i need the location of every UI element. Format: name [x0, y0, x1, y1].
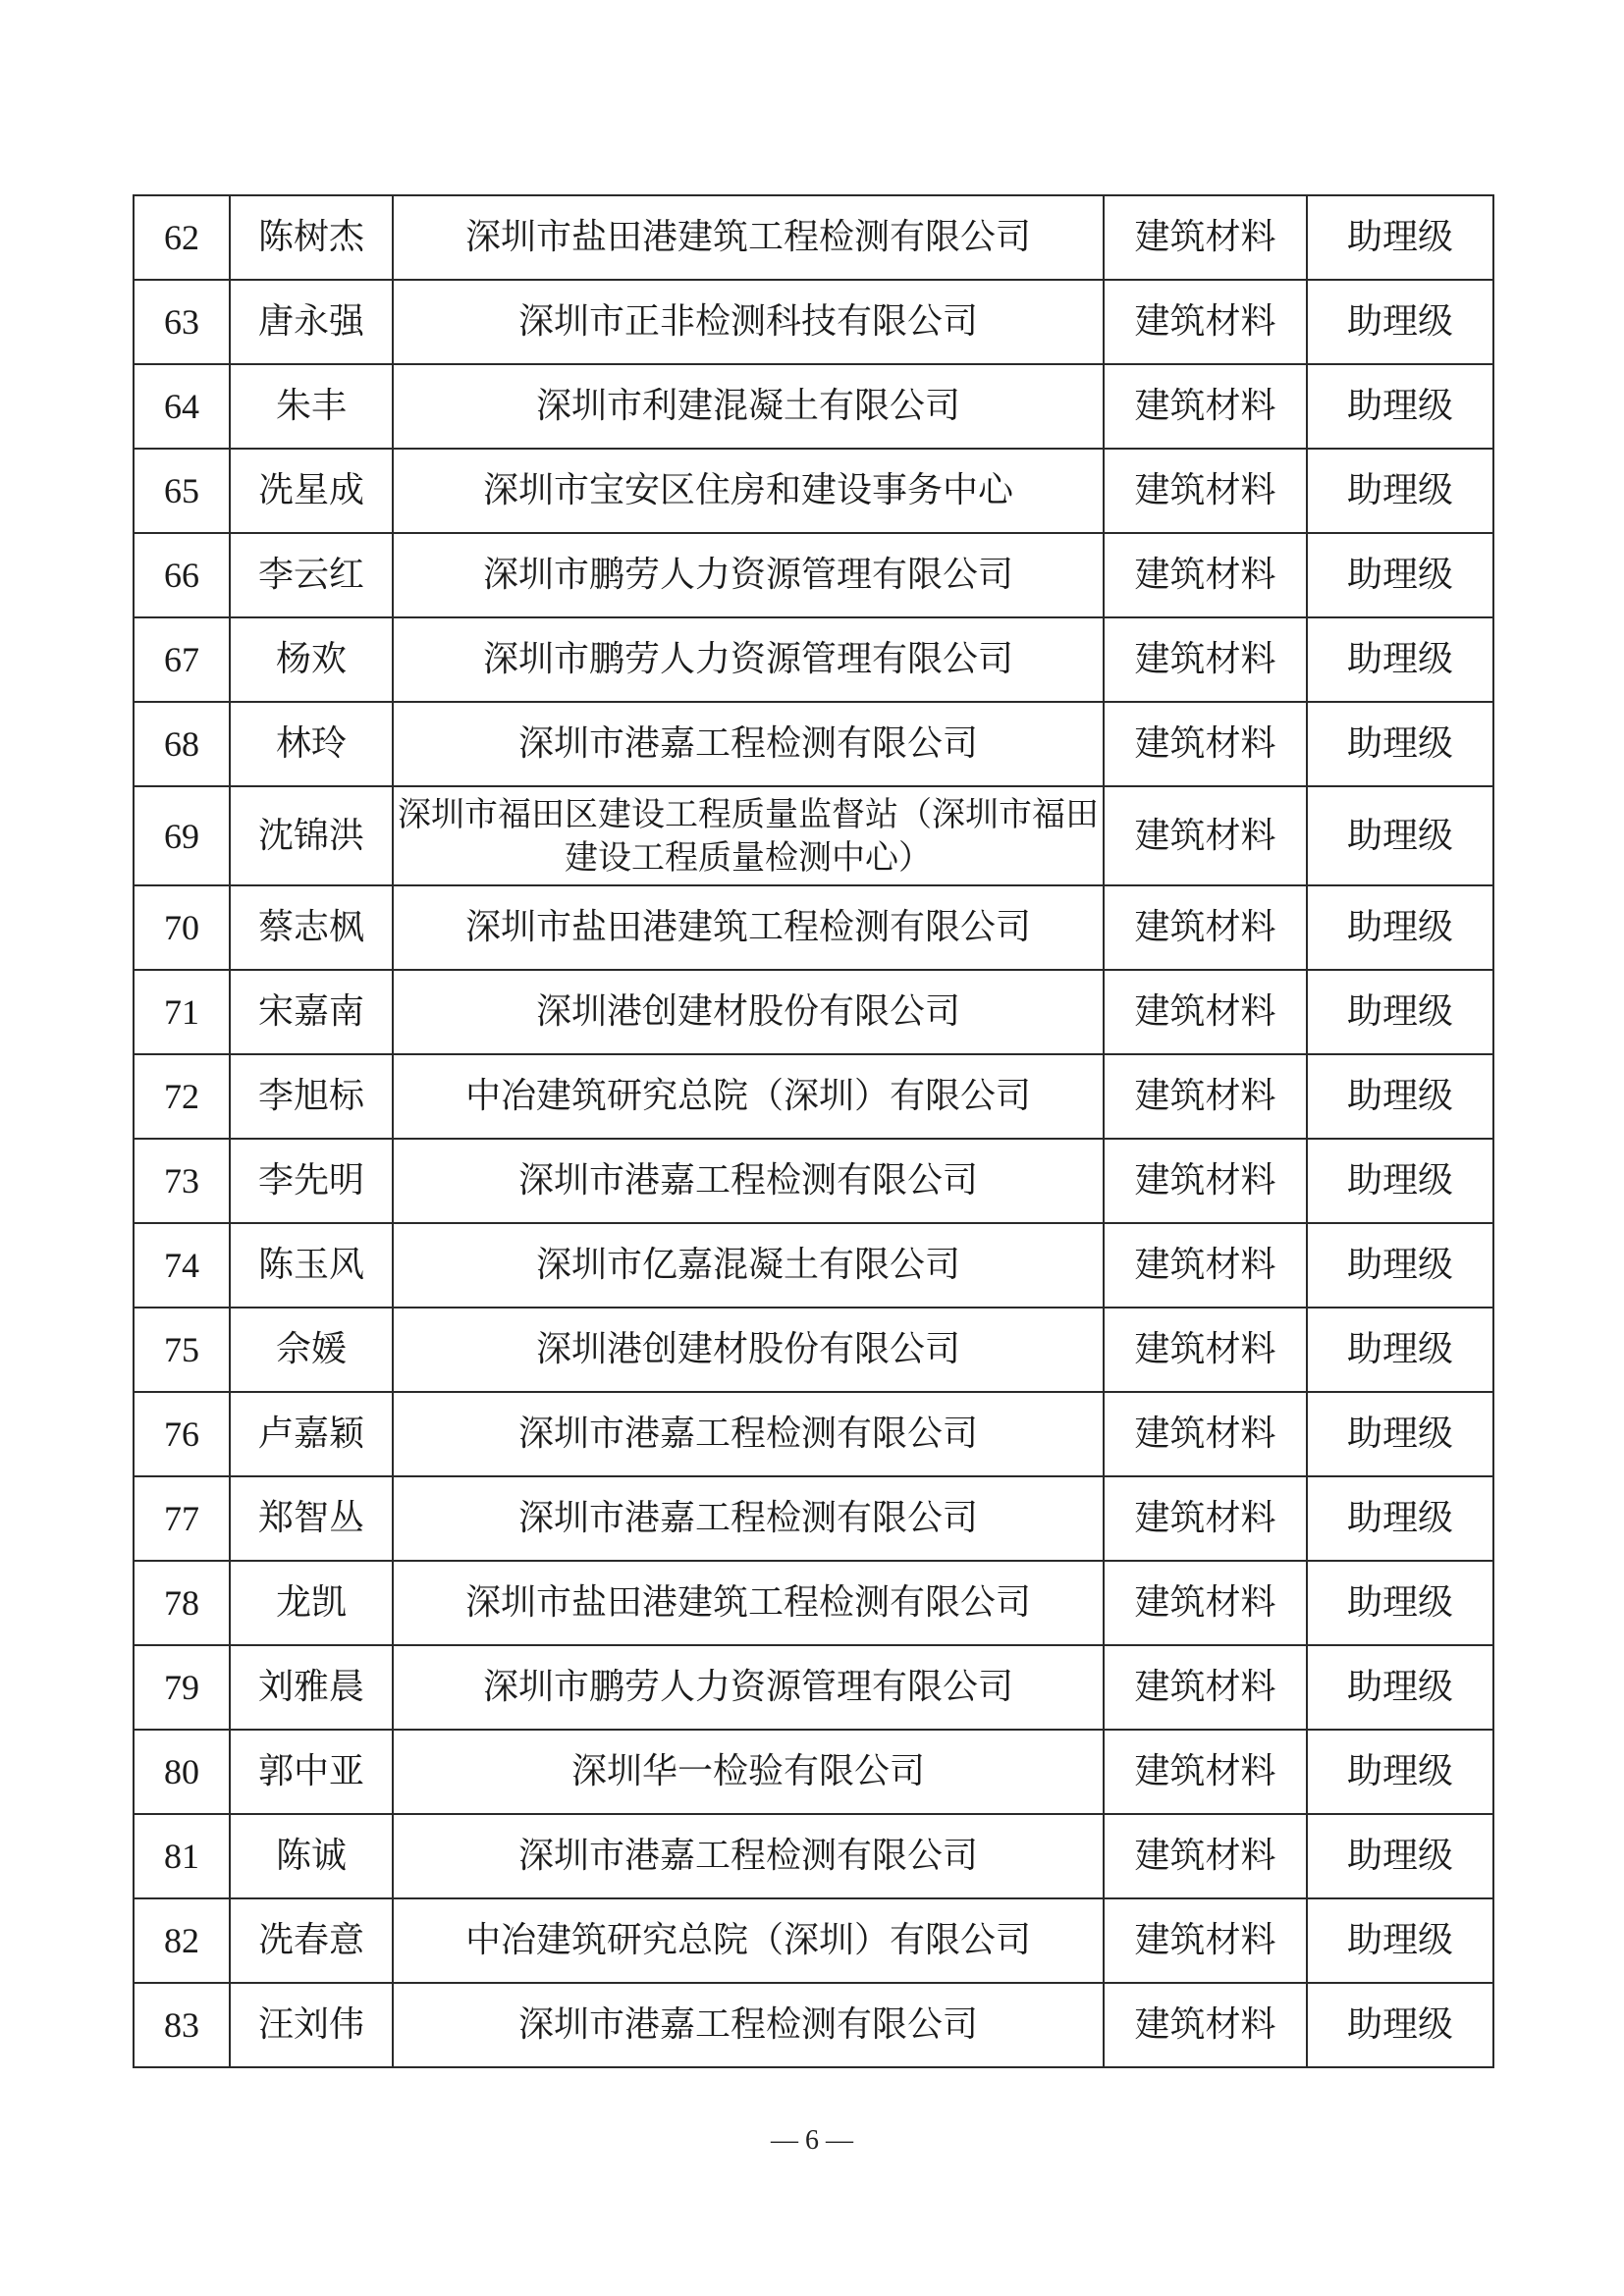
- name-cell: 郑智丛: [230, 1476, 393, 1561]
- unit-cell: 深圳市港嘉工程检测有限公司: [393, 1814, 1104, 1898]
- row-number-cell: 72: [134, 1054, 230, 1139]
- row-number-cell: 78: [134, 1561, 230, 1645]
- row-number-cell: 83: [134, 1983, 230, 2067]
- row-number-cell: 66: [134, 533, 230, 617]
- name-cell: 汪刘伟: [230, 1983, 393, 2067]
- unit-cell: 深圳市港嘉工程检测有限公司: [393, 1392, 1104, 1476]
- name-cell: 郭中亚: [230, 1730, 393, 1814]
- row-number-cell: 70: [134, 885, 230, 970]
- specialty-cell: 建筑材料: [1104, 195, 1307, 280]
- table-row: [134, 702, 1493, 786]
- name-cell: 朱丰: [230, 364, 393, 449]
- level-cell: 助理级: [1307, 533, 1493, 617]
- specialty-cell: 建筑材料: [1104, 1645, 1307, 1730]
- level-cell: 助理级: [1307, 1308, 1493, 1392]
- name-cell: 沈锦洪: [230, 786, 393, 885]
- level-cell: 助理级: [1307, 1392, 1493, 1476]
- name-cell: 林玲: [230, 702, 393, 786]
- table-row: [134, 195, 1493, 280]
- unit-cell: 深圳市盐田港建筑工程检测有限公司: [393, 195, 1104, 280]
- row-number-cell: 82: [134, 1898, 230, 1983]
- level-cell: 助理级: [1307, 1898, 1493, 1983]
- row-number-cell: 68: [134, 702, 230, 786]
- level-cell: 助理级: [1307, 449, 1493, 533]
- table-row: [134, 364, 1493, 449]
- level-cell: 助理级: [1307, 1983, 1493, 2067]
- table-row: [134, 1054, 1493, 1139]
- table-row: [134, 1392, 1493, 1476]
- table-row: [134, 1561, 1493, 1645]
- unit-cell: 深圳市鹏劳人力资源管理有限公司: [393, 617, 1104, 702]
- table-row: [134, 1476, 1493, 1561]
- row-number-cell: 74: [134, 1223, 230, 1308]
- name-cell: 李云红: [230, 533, 393, 617]
- row-number-cell: 80: [134, 1730, 230, 1814]
- unit-cell: 深圳市正非检测科技有限公司: [393, 280, 1104, 364]
- level-cell: 助理级: [1307, 702, 1493, 786]
- table-row: [134, 1898, 1493, 1983]
- unit-cell: 深圳市鹏劳人力资源管理有限公司: [393, 533, 1104, 617]
- roster-table: [133, 194, 1494, 2068]
- specialty-cell: 建筑材料: [1104, 1139, 1307, 1223]
- specialty-cell: 建筑材料: [1104, 885, 1307, 970]
- level-cell: 助理级: [1307, 1561, 1493, 1645]
- table-row: [134, 1139, 1493, 1223]
- level-cell: 助理级: [1307, 1139, 1493, 1223]
- name-cell: 卢嘉颖: [230, 1392, 393, 1476]
- specialty-cell: 建筑材料: [1104, 1054, 1307, 1139]
- specialty-cell: 建筑材料: [1104, 1814, 1307, 1898]
- unit-cell: 深圳华一检验有限公司: [393, 1730, 1104, 1814]
- table-row: [134, 1645, 1493, 1730]
- name-cell: 冼春意: [230, 1898, 393, 1983]
- table-row: [134, 533, 1493, 617]
- name-cell: 陈树杰: [230, 195, 393, 280]
- specialty-cell: 建筑材料: [1104, 1392, 1307, 1476]
- specialty-cell: 建筑材料: [1104, 364, 1307, 449]
- row-number-cell: 73: [134, 1139, 230, 1223]
- table-row: [134, 449, 1493, 533]
- row-number-cell: 76: [134, 1392, 230, 1476]
- specialty-cell: 建筑材料: [1104, 786, 1307, 885]
- unit-cell: 深圳市港嘉工程检测有限公司: [393, 1139, 1104, 1223]
- specialty-cell: 建筑材料: [1104, 533, 1307, 617]
- unit-cell: 深圳市亿嘉混凝土有限公司: [393, 1223, 1104, 1308]
- row-number-cell: 65: [134, 449, 230, 533]
- name-cell: 刘雅晨: [230, 1645, 393, 1730]
- level-cell: 助理级: [1307, 364, 1493, 449]
- specialty-cell: 建筑材料: [1104, 1308, 1307, 1392]
- level-cell: 助理级: [1307, 1054, 1493, 1139]
- level-cell: 助理级: [1307, 1645, 1493, 1730]
- row-number-cell: 81: [134, 1814, 230, 1898]
- name-cell: 李先明: [230, 1139, 393, 1223]
- name-cell: 宋嘉南: [230, 970, 393, 1054]
- table-row: [134, 786, 1493, 885]
- row-number-cell: 64: [134, 364, 230, 449]
- table-row: [134, 1223, 1493, 1308]
- name-cell: 陈诚: [230, 1814, 393, 1898]
- level-cell: 助理级: [1307, 195, 1493, 280]
- row-number-cell: 67: [134, 617, 230, 702]
- row-number-cell: 71: [134, 970, 230, 1054]
- unit-cell: 深圳市鹏劳人力资源管理有限公司: [393, 1645, 1104, 1730]
- unit-cell: 深圳市港嘉工程检测有限公司: [393, 1476, 1104, 1561]
- level-cell: 助理级: [1307, 1223, 1493, 1308]
- name-cell: 唐永强: [230, 280, 393, 364]
- name-cell: 蔡志枫: [230, 885, 393, 970]
- level-cell: 助理级: [1307, 1730, 1493, 1814]
- specialty-cell: 建筑材料: [1104, 1730, 1307, 1814]
- name-cell: 杨欢: [230, 617, 393, 702]
- name-cell: 冼星成: [230, 449, 393, 533]
- level-cell: 助理级: [1307, 970, 1493, 1054]
- page-number: — 6 —: [771, 2125, 853, 2156]
- unit-cell: 深圳市福田区建设工程质量监督站（深圳市福田建设工程质量检测中心）: [393, 786, 1104, 885]
- row-number-cell: 79: [134, 1645, 230, 1730]
- roster-table-body: [134, 195, 1493, 2067]
- unit-cell: 深圳市盐田港建筑工程检测有限公司: [393, 1561, 1104, 1645]
- table-row: [134, 617, 1493, 702]
- specialty-cell: 建筑材料: [1104, 449, 1307, 533]
- specialty-cell: 建筑材料: [1104, 617, 1307, 702]
- level-cell: 助理级: [1307, 1814, 1493, 1898]
- table-row: [134, 280, 1493, 364]
- specialty-cell: 建筑材料: [1104, 1898, 1307, 1983]
- name-cell: 李旭标: [230, 1054, 393, 1139]
- unit-cell: 深圳港创建材股份有限公司: [393, 970, 1104, 1054]
- level-cell: 助理级: [1307, 885, 1493, 970]
- level-cell: 助理级: [1307, 786, 1493, 885]
- unit-cell: 深圳市宝安区住房和建设事务中心: [393, 449, 1104, 533]
- table-row: [134, 1730, 1493, 1814]
- unit-cell: 中冶建筑研究总院（深圳）有限公司: [393, 1898, 1104, 1983]
- specialty-cell: 建筑材料: [1104, 1223, 1307, 1308]
- table-row: [134, 885, 1493, 970]
- row-number-cell: 62: [134, 195, 230, 280]
- table-row: [134, 970, 1493, 1054]
- row-number-cell: 77: [134, 1476, 230, 1561]
- row-number-cell: 63: [134, 280, 230, 364]
- specialty-cell: 建筑材料: [1104, 280, 1307, 364]
- specialty-cell: 建筑材料: [1104, 1476, 1307, 1561]
- table-row: [134, 1983, 1493, 2067]
- unit-cell: 深圳市港嘉工程检测有限公司: [393, 702, 1104, 786]
- specialty-cell: 建筑材料: [1104, 702, 1307, 786]
- level-cell: 助理级: [1307, 1476, 1493, 1561]
- table-row: [134, 1814, 1493, 1898]
- unit-cell: 深圳市利建混凝土有限公司: [393, 364, 1104, 449]
- row-number-cell: 75: [134, 1308, 230, 1392]
- table-row: [134, 1308, 1493, 1392]
- row-number-cell: 69: [134, 786, 230, 885]
- level-cell: 助理级: [1307, 280, 1493, 364]
- specialty-cell: 建筑材料: [1104, 1983, 1307, 2067]
- specialty-cell: 建筑材料: [1104, 1561, 1307, 1645]
- name-cell: 佘媛: [230, 1308, 393, 1392]
- unit-cell: 中冶建筑研究总院（深圳）有限公司: [393, 1054, 1104, 1139]
- specialty-cell: 建筑材料: [1104, 970, 1307, 1054]
- unit-cell: 深圳市盐田港建筑工程检测有限公司: [393, 885, 1104, 970]
- name-cell: 陈玉风: [230, 1223, 393, 1308]
- unit-cell: 深圳市港嘉工程检测有限公司: [393, 1983, 1104, 2067]
- name-cell: 龙凯: [230, 1561, 393, 1645]
- unit-cell: 深圳港创建材股份有限公司: [393, 1308, 1104, 1392]
- level-cell: 助理级: [1307, 617, 1493, 702]
